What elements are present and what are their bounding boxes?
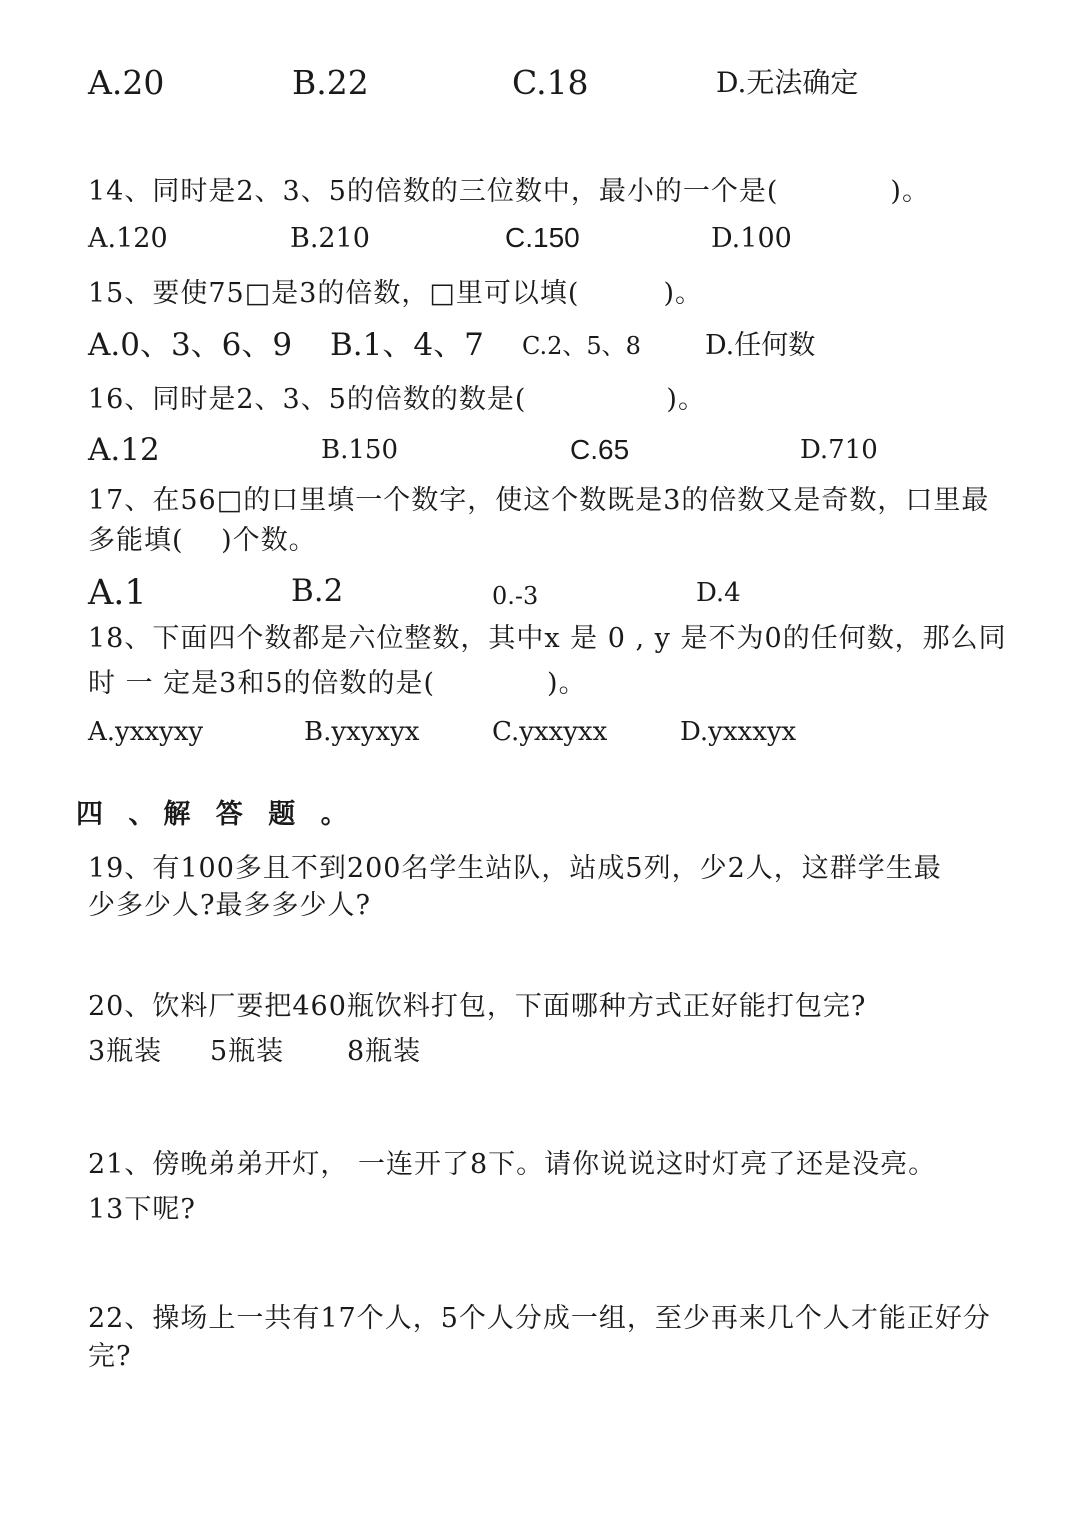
q17-text-line2: 多能填( )个数。 bbox=[88, 525, 317, 556]
q15-option-a: A.0、3、6、9 bbox=[88, 327, 293, 363]
q15-option-c: C.2、5、8 bbox=[522, 332, 641, 360]
section-4-title: 四 、解 答 题 。 bbox=[76, 799, 356, 830]
q17-text-line1: 17、在56□的口里填一个数字，使这个数既是3的倍数又是奇数，口里最 bbox=[88, 485, 990, 516]
q18-option-d: D.yxxxyx bbox=[680, 717, 797, 747]
q16-option-a: A.12 bbox=[88, 432, 160, 468]
q20-text-line1: 20、饮料厂要把460瓶饮料打包，下面哪种方式正好能打包完? bbox=[88, 991, 867, 1022]
q14-option-d: D.100 bbox=[711, 223, 792, 254]
q19-text-line1: 19、有100多且不到200名学生站队，站成5列，少2人，这群学生最 bbox=[88, 853, 942, 884]
q16-option-d: D.710 bbox=[800, 435, 878, 465]
q20-option-2: 5瓶装 bbox=[210, 1036, 285, 1067]
q16-option-b: B.150 bbox=[321, 435, 398, 465]
q18-option-a: A.yxxyxy bbox=[88, 717, 204, 747]
q14-option-b: B.210 bbox=[290, 223, 370, 254]
q16-text: 16、同时是2、3、5的倍数的数是( )。 bbox=[88, 384, 706, 415]
q20-option-1: 3瓶装 bbox=[88, 1036, 163, 1067]
q14-text: 14、同时是2、3、5的倍数的三位数中，最小的一个是( )。 bbox=[88, 176, 930, 207]
q18-option-b: B.yxyxyx bbox=[304, 717, 420, 747]
q18-text-line2: 时 一 定是3和5的倍数的是( )。 bbox=[88, 668, 587, 699]
q14-option-a: A.120 bbox=[88, 223, 168, 254]
q20-option-3: 8瓶装 bbox=[347, 1036, 422, 1067]
q13-option-c: C.18 bbox=[512, 63, 589, 102]
q13-option-b: B.22 bbox=[292, 63, 369, 102]
q15-text: 15、要使75□是3的倍数，□里可以填( )。 bbox=[88, 278, 703, 309]
q18-text-line1: 18、下面四个数都是六位整数，其中x 是 0 , y 是不为0的任何数，那么同 bbox=[88, 623, 1007, 654]
q14-option-c: C.150 bbox=[505, 222, 580, 253]
q13-option-a: A.20 bbox=[88, 63, 165, 102]
q17-option-d: D.4 bbox=[696, 578, 741, 608]
q16-option-c: C.65 bbox=[570, 434, 630, 465]
q17-option-a: A.1 bbox=[88, 573, 147, 613]
q19-text-line2: 少多少人?最多多少人? bbox=[88, 890, 371, 921]
q13-option-d: D.无法确定 bbox=[716, 66, 859, 99]
q22-text-line1: 22、操场上一共有17个人，5个人分成一组，至少再来几个人才能正好分 bbox=[88, 1303, 991, 1334]
q22-text-line2: 完? bbox=[88, 1341, 132, 1372]
q21-text-line2: 13下呢? bbox=[88, 1194, 196, 1225]
q18-option-c: C.yxxyxx bbox=[492, 717, 608, 747]
q15-option-b: B.1、4、7 bbox=[330, 327, 484, 363]
q17-option-c: 0.-3 bbox=[492, 582, 539, 610]
q15-option-d: D.任何数 bbox=[705, 330, 816, 361]
q17-option-b: B.2 bbox=[291, 573, 344, 609]
q21-text-line1: 21、傍晚弟弟开灯， 一连开了8下。请你说说这时灯亮了还是没亮。 bbox=[88, 1149, 937, 1180]
